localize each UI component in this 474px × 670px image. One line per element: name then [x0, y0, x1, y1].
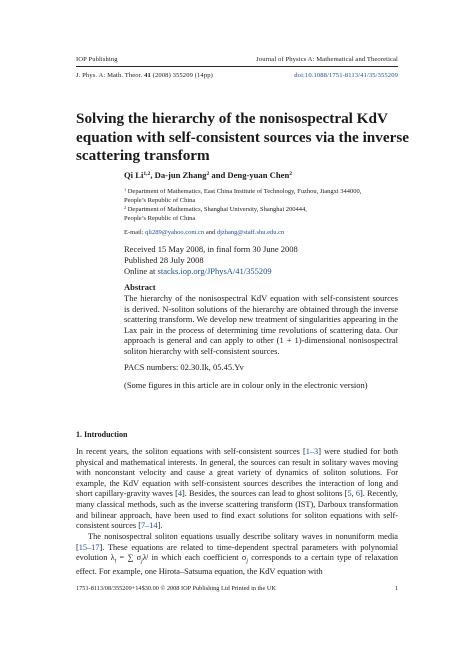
online-label: Online at — [124, 266, 158, 276]
affiliation-2-mark: 2 — [124, 204, 127, 210]
ref-link-4[interactable]: 4 — [177, 489, 182, 499]
p1-text-b: ] were studied for both physical and mathematical interests. In general, the sources can result in solitary waves moving with nonconstant velocity and cause a great variety of dynamics of soliton solutions. For example, the KdV equation with self-consistent sources describes the interaction of long and short capillary-gravity waves [ — [76, 447, 398, 499]
abstract-text: The hierarchy of the nonisospectral KdV equation with self-consistent sources is derived. N-soliton solutions of the hierarchy are obtained through the inverse scattering transform. We develop new treatment of singularities appearing in the Lax pair in the process of determining time revolutions of scattering data. Our approach is general and can apply to other (1 + 1)-dimensional nonisospectral soliton hierarchy with self-consistent sources. — [124, 293, 398, 356]
author-3: and Deng-yuan Chen — [209, 170, 290, 180]
pacs-numbers: PACS numbers: 02.30.Ik, 05.45.Yv — [124, 362, 244, 372]
affiliation-1 — [124, 188, 424, 205]
p1-text-c: ]. Besides, the sources can lead to ghost solitons [ — [181, 489, 348, 499]
colour-note: (Some figures in this article are in colour only in the electronic version) — [124, 380, 368, 390]
affiliation-2-line2: People’s Republic of China — [124, 214, 196, 222]
p2-text-c: = ∑ σ — [116, 553, 142, 563]
intro-paragraph-2: The nonisospectral soliton equations usually describe solitary waves in nonuniform media [15–17]. These equations are related to time-dependent spectral parameters with polynomial evolution $\lambda_t$ = ∑ $\sigma_j\lambda^j$ in which each coefficient $\sigma_j$ corresponds to a certain type of relaxation effect. For example, one Hirota–Satsuma equation, the KdV equation with — [76, 532, 399, 577]
publisher-label: IOP Publishing — [76, 56, 118, 63]
online-url-link[interactable]: stacks.iop.org/JPhysA/41/355209 — [157, 266, 272, 276]
p1-text-f: ]. — [157, 521, 163, 531]
p2-text-b: ]. These equations are related to time-dependent spectral parameters with polynomial evolution λ — [76, 542, 398, 563]
affiliation-1-line1: Department of Mathematics, East China Institute of Technology, Fuzhou, Jiangxi 344000, — [126, 188, 362, 195]
citation-rest: (2008) 355209 (14pp) — [152, 72, 213, 79]
author-1: Qi Li — [124, 170, 144, 180]
p1-text-e: ]. Recently, many classical methods, such as the inverse scattering transform (IST), Darboux transformation and bilinear approach, have been used to find exact solutions for soliton equations with self-consistent sources [ — [76, 489, 398, 531]
email-line — [124, 229, 424, 238]
p2-text-d: λ — [142, 553, 147, 563]
abstract-heading: Abstract — [124, 282, 156, 292]
p2-text-f: corresponds to a certain type of relaxation effect. For example, one Hirota–Satsuma equation, the KdV equation with — [76, 553, 399, 577]
author-2: , Da-jun Zhang — [150, 170, 207, 180]
p1-text-a: In recent years, the soliton equations with self-consistent sources [ — [76, 447, 306, 456]
ref-link-1-3[interactable]: 1–3 — [305, 447, 319, 456]
affiliation-1-mark: 1 — [124, 186, 127, 192]
ref-link-15-17[interactable]: 15–17 — [78, 542, 100, 552]
footer-copyright: 1751-8113/08/355209+14$30.00 © 2008 IOP Publishing Ltd Printed in the UK — [76, 585, 276, 592]
author-1-affil: 1,2 — [143, 171, 151, 178]
author-2-affil: 2 — [206, 171, 210, 178]
ref-link-5[interactable]: 5 — [347, 489, 352, 499]
p2-text-e: in which each coefficient σ — [148, 553, 247, 563]
email-link-1[interactable]: qli289@yahoo.com.cn — [145, 229, 205, 236]
header-rule — [76, 66, 398, 67]
doi-link[interactable]: doi:10.1088/1751-8113/41/35/355209 — [294, 72, 398, 79]
citation-volume: 41 — [144, 72, 151, 79]
affiliation-2 — [124, 206, 424, 223]
online-line — [124, 266, 272, 277]
ref-link-7-14[interactable]: 7–14 — [140, 521, 158, 531]
affiliation-1-line2: People’s Republic of China — [124, 196, 196, 204]
citation-journal: J. Phys. A: Math. Theor. — [76, 72, 143, 79]
citation-line — [76, 72, 213, 79]
published-date: Published 28 July 2008 — [124, 255, 204, 265]
section-heading: 1. Introduction — [76, 430, 128, 439]
received-date: Received 15 May 2008, in final form 30 June 2008 — [124, 244, 298, 254]
affiliation-2-line1: Department of Mathematics, Shanghai University, Shanghai 200444, — [126, 206, 307, 213]
p1-text-d: , — [351, 489, 356, 499]
ref-link-6[interactable]: 6 — [355, 489, 360, 499]
email-link-2[interactable]: djzhang@staff.shu.edu.cn — [216, 229, 285, 236]
journal-name: Journal of Physics A: Mathematical and Theoretical — [256, 56, 398, 63]
author-3-affil: 2 — [289, 171, 293, 178]
page-number: 1 — [394, 585, 398, 592]
email-label: E-mail: — [124, 229, 146, 236]
author-list — [124, 170, 292, 180]
intro-paragraph-1 — [76, 447, 398, 532]
paper-title: Solving the hierarchy of the nonisospectral KdV equation with self-consistent sources via the inverse scattering transform — [76, 110, 409, 164]
email-and: and — [204, 229, 217, 236]
p2-text-a: The nonisospectral soliton equations usually describe solitary waves in nonuniform media [ — [76, 532, 398, 552]
